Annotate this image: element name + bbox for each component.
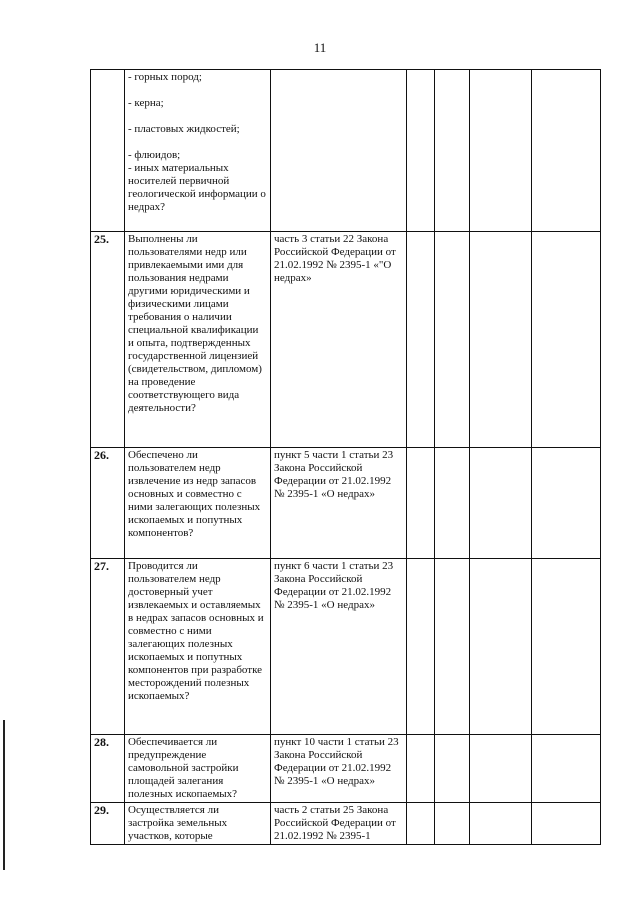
empty-cell [470,559,532,735]
list-item: - пластовых жидкостей; [128,123,240,135]
empty-cell [407,70,435,232]
table-row [91,803,601,845]
empty-cell [532,803,601,845]
table-row [91,559,601,735]
row-number: 28. [91,735,125,803]
empty-cell [435,448,470,559]
question-text: Проводится ли пользователем недр достоверный учет извлекаемых и оставляемых в недрах запасов основных и совместно с ними залегающих полезных ископаемых и попутных компонентов при разработке месторождений полезных ископаемых? [125,559,271,735]
table-row [91,448,601,559]
question-text: Осуществляется ли застройка земельных участков, которые [125,803,271,845]
empty-cell [407,232,435,448]
law-reference: пункт 5 части 1 статьи 23 Закона Российской Федерации от 21.02.1992 № 2395-1 «О недрах» [271,448,407,559]
empty-cell [435,803,470,845]
empty-cell [407,559,435,735]
list-item: - горных пород; [128,71,202,83]
row-number: 27. [91,559,125,735]
law-reference: часть 2 статьи 25 Закона Российской Федерации от 21.02.1992 № 2395-1 [271,803,407,845]
law-reference-cell [271,70,407,232]
empty-cell [470,448,532,559]
list-item: - керна; [128,97,164,109]
empty-cell [470,735,532,803]
empty-cell [435,559,470,735]
empty-cell [435,232,470,448]
question-text: Обеспечено ли пользователем недр извлечение из недр запасов основных и совместно с ними залегающих полезных ископаемых и попутных компонентов? [125,448,271,559]
row-number: 25. [91,232,125,448]
table-row [91,735,601,803]
empty-cell [532,448,601,559]
empty-cell [435,735,470,803]
law-reference: часть 3 статьи 22 Закона Российской Федерации от 21.02.1992 № 2395-1 «"О недрах» [271,232,407,448]
empty-cell [435,70,470,232]
empty-cell [532,735,601,803]
empty-cell [470,70,532,232]
empty-cell [407,803,435,845]
empty-cell [407,735,435,803]
empty-cell [532,559,601,735]
row-number: 29. [91,803,125,845]
page-number: 11 [313,40,327,55]
table-row-continued [91,70,601,232]
empty-cell [532,232,601,448]
question-text: Выполнены ли пользователями недр или привлекаемыми ими для пользования недрами другими юридическими и физическими лицами требования о наличии специальной квалификации и опыта, подтвержденных государственной лицензией (свидетельством, дипломом) на проведение соответствующего вида деятельности? [125,232,271,448]
empty-cell [470,803,532,845]
list-item: - иных материальных носителей первичной геологической информации о недрах? [128,162,266,213]
row-number-cell [91,70,125,232]
law-reference: пункт 10 части 1 статьи 23 Закона Российской Федерации от 21.02.1992 № 2395-1 «О недрах» [271,735,407,803]
table-row [91,232,601,448]
scan-edge-mark [3,720,5,870]
empty-cell [532,70,601,232]
list-item: - флюидов; [128,149,181,161]
empty-cell [407,448,435,559]
empty-cell [470,232,532,448]
row-number: 26. [91,448,125,559]
question-cell [125,70,271,232]
checklist-table [90,69,601,845]
question-text: Обеспечивается ли предупреждение самовольной застройки площадей залегания полезных ископаемых? [125,735,271,803]
law-reference: пункт 6 части 1 статьи 23 Закона Российской Федерации от 21.02.1992 № 2395-1 «О недрах» [271,559,407,735]
